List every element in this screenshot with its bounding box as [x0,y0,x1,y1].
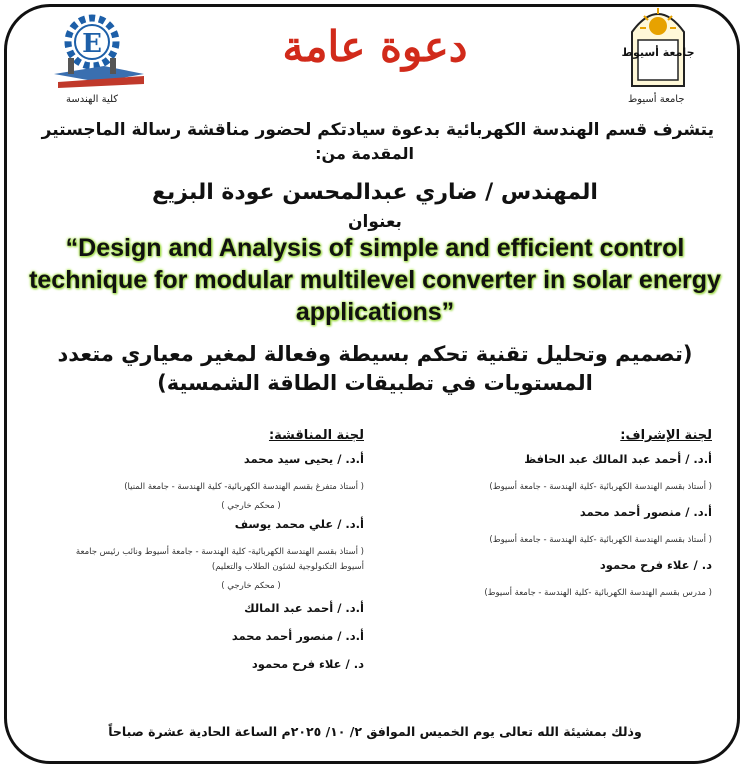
page-title: دعوة عامة [282,22,468,71]
intro-line-1: يتشرف قسم الهندسة الكهربائية بدعوة سيادتكم لحضور مناقشة رسالة الماجستير [41,120,714,140]
supervisor-entry [408,505,712,548]
examiner-name: أ.د. / منصور أحمد محمد [231,629,364,643]
examiner-name: أ.د. / علي محمد يوسف [234,517,364,531]
title-label: بعنوان [348,212,402,232]
event-date-time: وذلك بمشيئة الله تعالى يوم الخميس الموافق ٢/ ١٠/ ٢٠٢٥م الساعة الحادية عشرة صباحاً [108,724,642,739]
thesis-title-arabic: (تصميم وتحليل تقنية تحكم بسيطة وفعالة لمغير معياري متعدد المستويات في تطبيقات الطاقة الشمسية) [57,342,693,395]
external-examiner-tag: ( محكم خارجي ) [221,581,281,591]
thesis-title-english: “Design and Analysis of simple and efficient control technique for modular multilevel converter in solar energy applications” [29,234,721,326]
supervision-committee-heading: لجنة الإشراف: [620,428,712,443]
left-logo-caption: كلية الهندسة [66,94,119,105]
logo-wordmark: جامعة أسيوط [621,46,695,59]
examiner-entry [58,452,364,511]
supervision-committee-list [408,452,712,607]
external-examiner-tag: ( محكم خارجي ) [221,501,281,511]
examination-committee-heading: لجنة المناقشة: [268,428,364,443]
examiner-title: ( أستاذ متفرغ بقسم الهندسة الكهربائية- كلية الهندسة - جامعة المنيا) [124,482,364,492]
intro-line-2: المقدمة من: [315,144,414,163]
supervisor-title: ( أستاذ بقسم الهندسة الكهربائية -كلية الهندسة - جامعة أسيوط) [489,482,712,492]
supervisor-name: د. / علاء فرح محمود [599,558,712,572]
supervisor-title: ( مدرس بقسم الهندسة الكهربائية -كلية الهندسة - جامعة أسيوط) [484,588,712,598]
supervisor-entry [408,558,712,601]
supervisor-title: ( أستاذ بقسم الهندسة الكهربائية -كلية الهندسة - جامعة أسيوط) [489,535,712,545]
examiner-entry [58,657,364,671]
svg-text:E: E [82,29,102,59]
examiner-name: أ.د. / أحمد عبد المالك [244,601,364,615]
examiner-entry [58,517,364,591]
examiner-name: د. / علاء فرح محمود [251,657,364,671]
examiner-entry [58,601,364,615]
examiner-name: أ.د. / يحيى سيد محمد [243,452,364,466]
supervisor-entry [408,452,712,495]
right-logo-caption: جامعة أسيوط [628,94,685,105]
supervisor-name: أ.د. / منصور أحمد محمد [579,505,712,519]
examiner-title: ( أستاذ بقسم الهندسة الكهربائية- كلية الهندسة - جامعة أسيوط ونائب رئيس جامعة أسيوط التكنولوجية لشئون الطلاب والتعليم) [75,547,364,572]
examiner-entry [58,629,364,643]
examination-committee-list [58,452,364,677]
candidate-name: المهندس / ضاري عبدالمحسن عودة البزيع [152,180,598,205]
supervisor-name: أ.د. / أحمد عبد المالك عبد الحافظ [524,452,712,466]
